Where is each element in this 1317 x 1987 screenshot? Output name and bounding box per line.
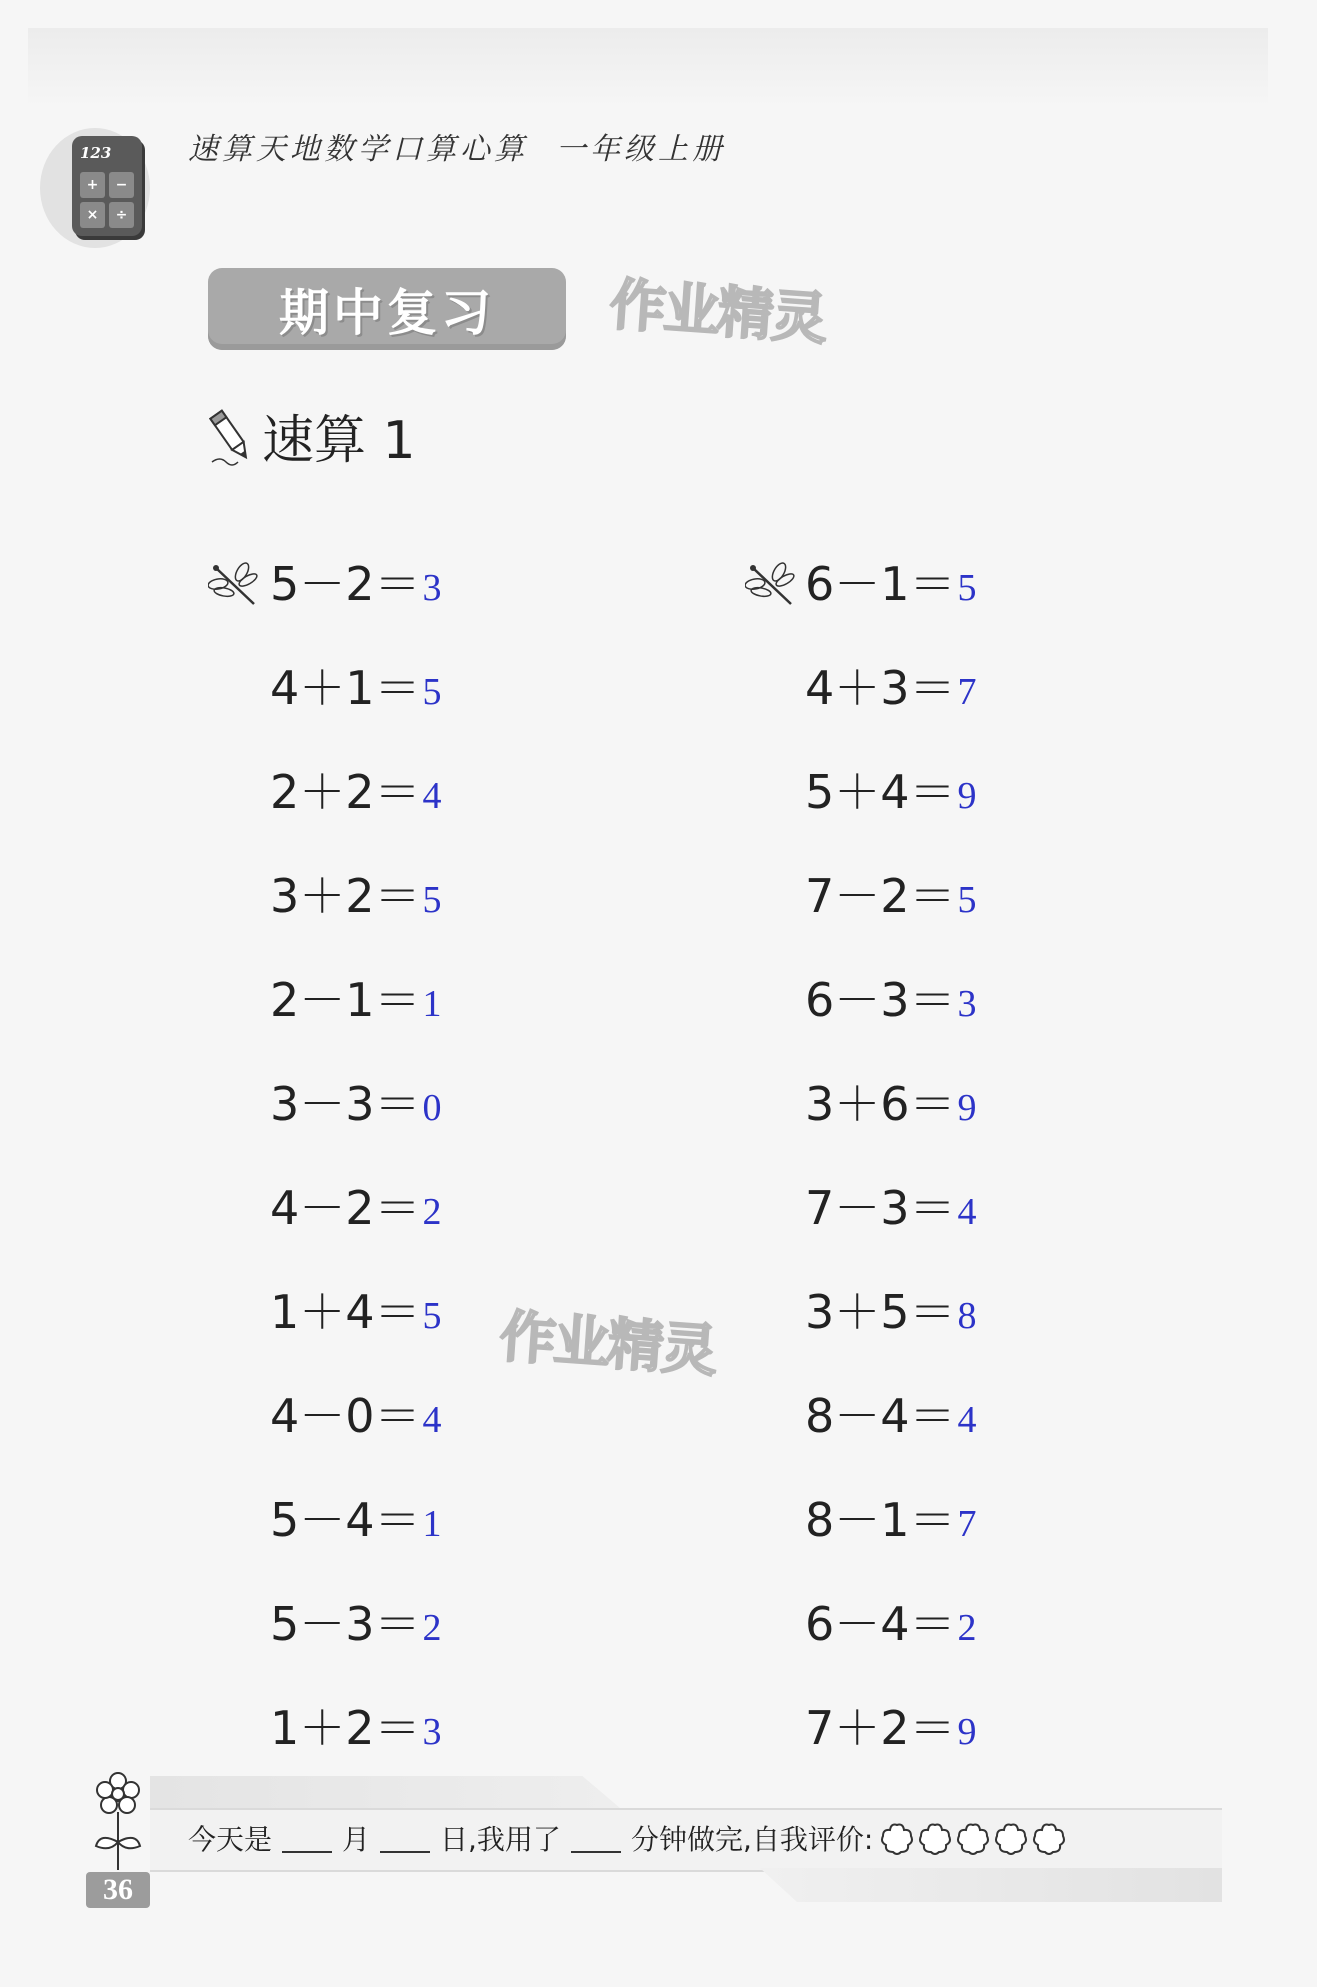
page-top-shade	[28, 28, 1268, 108]
problem-answer: 4	[957, 1191, 977, 1233]
problem-question: 5－2＝	[270, 557, 421, 611]
problem-question: 7＋2＝	[805, 1701, 956, 1755]
problem-question: 2－1＝	[270, 973, 421, 1027]
problem-question: 3－3＝	[270, 1077, 421, 1131]
problem-item	[270, 1276, 442, 1339]
problem-question: 4＋3＝	[805, 661, 956, 715]
problem-item	[270, 1068, 442, 1131]
watermark: 作业精灵	[607, 272, 828, 353]
completion-record	[188, 1812, 1067, 1864]
problem-question: 5－4＝	[270, 1493, 421, 1547]
problem-question: 1＋4＝	[270, 1285, 421, 1339]
problem-question: 3＋2＝	[270, 869, 421, 923]
problem-answer: 4	[422, 1399, 442, 1441]
calculator-key: −	[109, 172, 134, 198]
problem-item	[270, 1588, 442, 1651]
problem-question: 3＋6＝	[805, 1077, 956, 1131]
problem-item	[805, 860, 977, 923]
problem-item	[270, 964, 442, 1027]
self-rating	[879, 1821, 1067, 1855]
problem-answer: 5	[957, 879, 977, 921]
problem-item	[270, 548, 442, 611]
problem-item	[805, 1588, 977, 1651]
footer-decor	[150, 1776, 620, 1808]
rating-flower-icon[interactable]	[955, 1821, 991, 1855]
problem-question: 2＋2＝	[270, 765, 421, 819]
problem-item	[805, 548, 977, 611]
book-series-title	[188, 124, 726, 168]
day-blank[interactable]	[380, 1823, 430, 1853]
month-blank[interactable]	[282, 1823, 332, 1853]
problem-item	[805, 1172, 977, 1235]
calculator-icon	[72, 136, 142, 236]
problem-question: 6－1＝	[805, 557, 956, 611]
exercise-heading	[208, 398, 416, 473]
problem-answer: 5	[957, 567, 977, 609]
problem-question: 8－4＝	[805, 1389, 956, 1443]
problem-answer: 3	[422, 1711, 442, 1753]
calculator-number: 123	[80, 144, 112, 162]
problem-question: 3＋5＝	[805, 1285, 956, 1339]
problem-question: 8－1＝	[805, 1493, 956, 1547]
problem-item	[270, 1380, 442, 1443]
problem-item	[270, 1692, 442, 1755]
flower-icon	[88, 1772, 148, 1872]
problem-answer: 3	[957, 983, 977, 1025]
rating-flower-icon[interactable]	[1031, 1821, 1067, 1855]
problem-item	[805, 652, 977, 715]
problem-answer: 5	[422, 671, 442, 713]
minutes-blank[interactable]	[571, 1823, 621, 1853]
rating-flower-icon[interactable]	[879, 1821, 915, 1855]
exercise-title: 速算 1	[262, 411, 416, 471]
problem-answer: 9	[957, 1087, 977, 1129]
problem-item	[805, 1380, 977, 1443]
problem-answer: 2	[422, 1191, 442, 1233]
problem-question: 5－3＝	[270, 1597, 421, 1651]
today-is-label: 今天是	[188, 1823, 273, 1856]
problem-answer: 7	[957, 1503, 977, 1545]
problem-question: 4＋1＝	[270, 661, 421, 715]
problem-answer: 3	[422, 567, 442, 609]
problem-question: 5＋4＝	[805, 765, 956, 819]
rating-flower-icon[interactable]	[917, 1821, 953, 1855]
problem-item	[805, 1068, 977, 1131]
problem-answer: 4	[957, 1399, 977, 1441]
problem-answer: 7	[957, 671, 977, 713]
calculator-key: +	[80, 172, 105, 198]
month-label: 月	[342, 1823, 371, 1856]
problem-question: 6－4＝	[805, 1597, 956, 1651]
section-banner-title: 期中复习	[279, 284, 495, 342]
problem-answer: 1	[422, 983, 442, 1025]
problem-question: 4－2＝	[270, 1181, 421, 1235]
problem-answer: 1	[422, 1503, 442, 1545]
problem-item	[270, 1484, 442, 1547]
problem-item	[270, 1172, 442, 1235]
problem-question: 4－0＝	[270, 1389, 421, 1443]
problem-question: 1＋2＝	[270, 1701, 421, 1755]
problem-item	[270, 756, 442, 819]
problem-question: 6－3＝	[805, 973, 956, 1027]
problem-answer: 5	[422, 879, 442, 921]
calculator-key: ×	[80, 202, 105, 228]
series-name: 速算天地数学口算心算	[188, 132, 528, 167]
problem-answer: 2	[957, 1607, 977, 1649]
minutes-done-label: 分钟做完,自我评价:	[630, 1823, 874, 1856]
watermark: 作业精灵	[497, 1304, 718, 1385]
problem-item	[805, 1692, 977, 1755]
problem-answer: 8	[957, 1295, 977, 1337]
section-banner	[208, 268, 566, 350]
pencil-icon	[208, 406, 254, 466]
problem-answer: 4	[422, 775, 442, 817]
calculator-key: ÷	[109, 202, 134, 228]
problem-item	[805, 964, 977, 1027]
problem-item	[270, 860, 442, 923]
rating-flower-icon[interactable]	[993, 1821, 1029, 1855]
problem-answer: 9	[957, 1711, 977, 1753]
problem-item	[805, 1484, 977, 1547]
dragonfly-icon	[208, 562, 264, 608]
problem-item	[270, 652, 442, 715]
grade-label: 一年级上册	[556, 132, 726, 167]
footer-decor	[760, 1868, 1222, 1902]
dragonfly-icon	[745, 562, 801, 608]
problem-answer: 2	[422, 1607, 442, 1649]
problem-answer: 5	[422, 1295, 442, 1337]
problem-question: 7－2＝	[805, 869, 956, 923]
problem-item	[805, 1276, 977, 1339]
problem-answer: 9	[957, 775, 977, 817]
day-used-label: 日,我用了	[440, 1823, 561, 1856]
problem-item	[805, 756, 977, 819]
problem-question: 7－3＝	[805, 1181, 956, 1235]
problem-answer: 0	[422, 1087, 442, 1129]
page-number: 36	[86, 1872, 150, 1908]
